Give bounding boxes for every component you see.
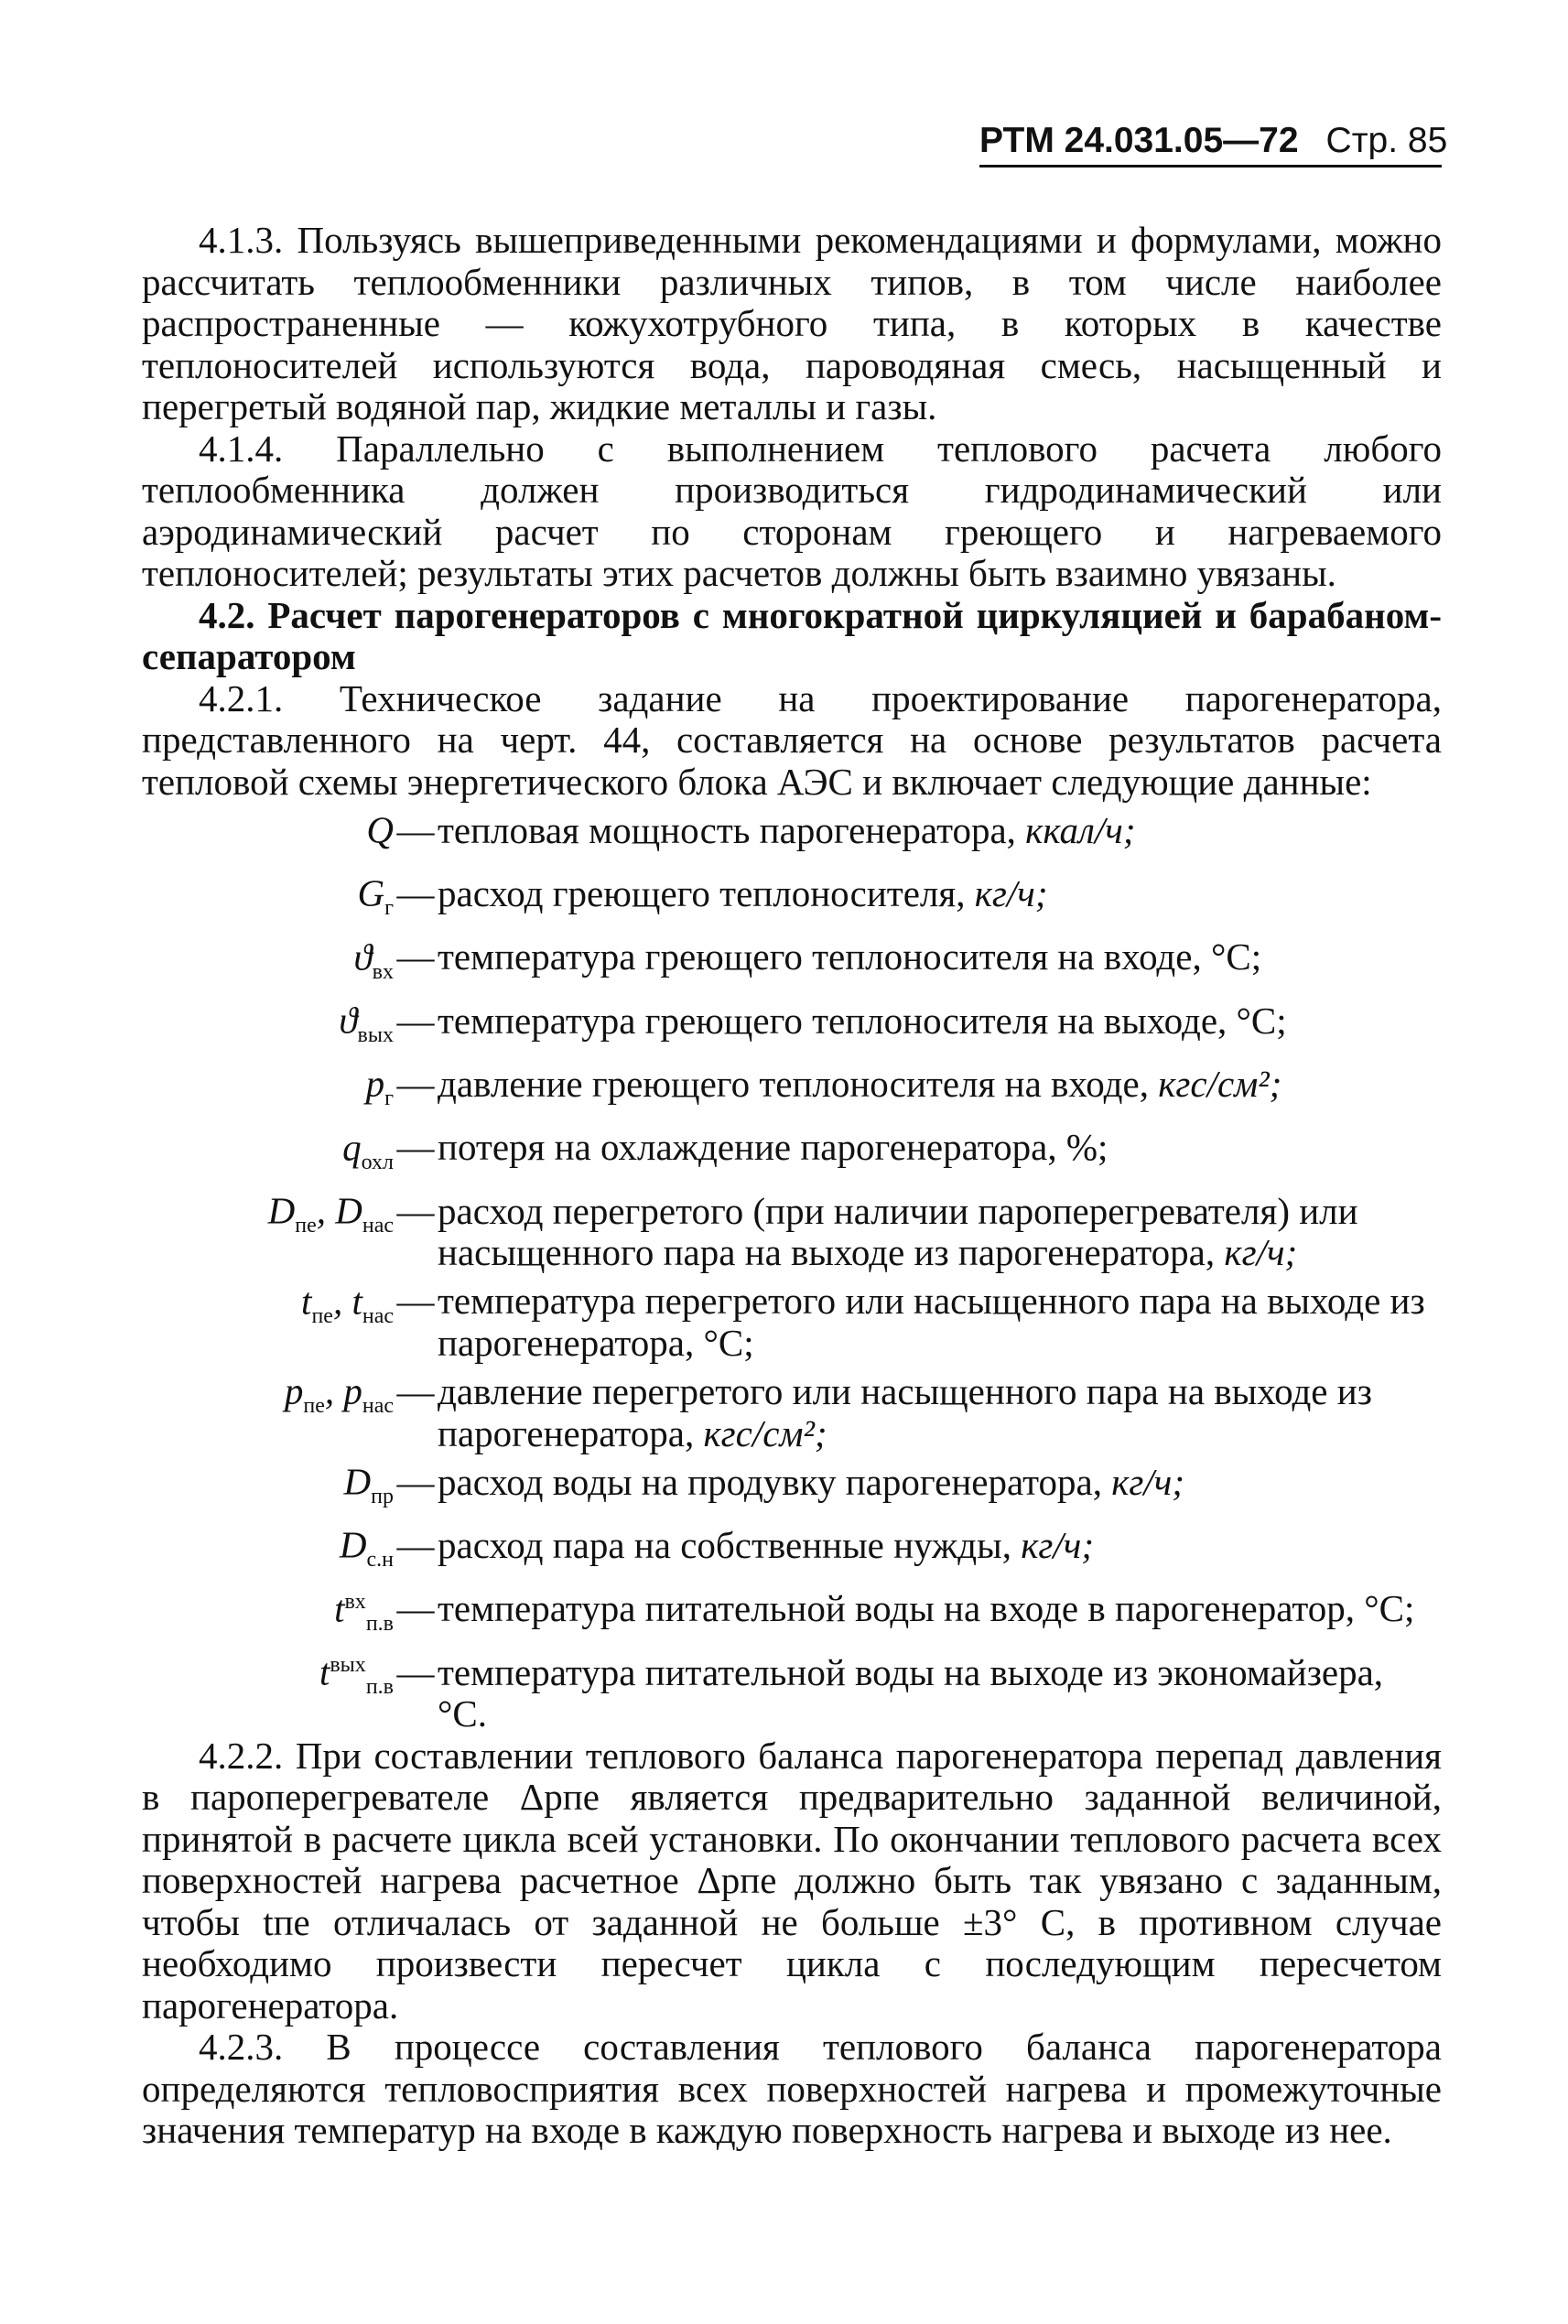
definition-dash: —: [396, 1650, 435, 1693]
definition-item: [142, 1645, 1442, 1735]
definition-symbol: $D_{пе}$, $D_{нас}$: [267, 1189, 394, 1238]
definition-text: расход греющего теплоносителя, кг/ч;: [438, 872, 1048, 914]
definition-symbol: $G_г$: [357, 872, 394, 921]
definition-item: [142, 993, 1442, 1056]
definition-item: [142, 1056, 1442, 1119]
definition-text: расход пара на собственные нужды, кг/ч;: [438, 1524, 1094, 1567]
definition-symbol: $t_{пе}$, $t_{нас}$: [301, 1280, 394, 1328]
definition-symbol: $q_{охл}$: [342, 1126, 394, 1174]
page-number: Стр. 85: [1325, 121, 1448, 160]
definition-dash: —: [396, 1280, 435, 1323]
definition-item: [142, 1120, 1442, 1184]
definition-item: [142, 1454, 1442, 1518]
definition-text: температура перегретого или насыщенного пара на выходе из парогенератора, °С;: [438, 1280, 1425, 1364]
definition-symbol: $D_{с.н}$: [339, 1524, 394, 1573]
definition-symbol: $t^{вх}_{п.в}$: [334, 1587, 394, 1636]
definition-dash: —: [396, 1126, 435, 1169]
definition-text: температура питательной воды на входе в парогенератор, °С;: [438, 1587, 1415, 1630]
definition-item: [142, 1274, 1442, 1365]
definition-dash: —: [396, 1189, 435, 1232]
page-body: [142, 220, 1442, 2152]
paragraph-4-2-1: 4.2.1. Техническое задание на проектирование парогенератора, представленного на черт. 44, составляется на основе результатов расчета тепловой схемы энергетического блока АЭС и включает следующие данные:: [142, 676, 1442, 803]
definition-item: [142, 803, 1442, 866]
definition-text: давление перегретого или насыщенного пара на выходе из парогенератора, кгс/см²;: [438, 1370, 1372, 1454]
definition-item: [142, 1364, 1442, 1454]
definition-symbol: $D_{пр}$: [343, 1460, 394, 1508]
definition-item: [142, 1184, 1442, 1274]
definition-text: расход воды на продувку парогенератора, кг/ч;: [438, 1460, 1184, 1503]
definition-text: температура греющего теплоносителя на входе, °С;: [438, 935, 1262, 978]
paragraph-4-1-3: 4.1.3. Пользуясь вышеприведенными рекомендациями и формулами, можно рассчитать теплообменники различных типов, в том числе наиболее распространенные — кожухотрубного типа, в которых в качестве теплоносителей используются вода, пароводяная смесь, насыщенный и перегретый водяной пар, жидкие металлы и газы.: [142, 219, 1442, 427]
definition-dash: —: [396, 872, 435, 914]
definition-text: потеря на охлаждение парогенератора, %;: [438, 1126, 1108, 1169]
definition-dash: —: [396, 1370, 435, 1413]
doc-code: РТМ 24.031.05—72: [979, 121, 1299, 160]
definitions-list: [142, 803, 1442, 1735]
paragraph-4-2-2: 4.2.2. При составлении теплового баланса парогенератора перепад давления в пароперегревателе Δpпе является предварительно заданной величиной, принятой в расчете цикла всей установки. По окончании теплового расчета всех поверхностей нагрева расчетное Δpпе должно быть так увязано с заданным, чтобы tпе отличалась от заданной не больше ±3° С, в противном случае необходимо произвести пересчет цикла с последующим пересчетом парогенератора.: [142, 1734, 1442, 2027]
definition-dash: —: [396, 935, 435, 978]
definition-dash: —: [396, 1524, 435, 1567]
definition-item: [142, 930, 1442, 993]
definition-text: температура греющего теплоносителя на выходе, °С;: [438, 999, 1287, 1042]
definition-item: [142, 1518, 1442, 1581]
definition-text: тепловая мощность парогенератора, ккал/ч;: [438, 808, 1136, 851]
definition-symbol: $t^{вых}_{п.в}$: [319, 1650, 394, 1699]
definition-dash: —: [396, 1587, 435, 1630]
definition-item: [142, 866, 1442, 929]
definition-dash: —: [396, 1063, 435, 1106]
definition-dash: —: [396, 808, 435, 851]
paragraph-4-2-3: 4.2.3. В процессе составления теплового баланса парогенератора определяются тепловосприятия всех поверхностей нагрева и промежуточные значения температур на входе в каждую поверхность нагрева и выходе из нее.: [142, 2026, 1442, 2152]
definition-dash: —: [396, 1460, 435, 1503]
definition-symbol: $ϑ_{вх}$: [353, 935, 394, 984]
page-header: [979, 121, 1448, 168]
definition-item: [142, 1582, 1442, 1645]
section-heading-4-2: 4.2. Расчет парогенераторов с многократной циркуляцией и барабаном-сепаратором: [142, 593, 1442, 677]
definition-text: расход перегретого (при наличии пароперегревателя) или насыщенного пара на выходе из парогенератора, кг/ч;: [438, 1189, 1358, 1274]
definition-text: давление греющего теплоносителя на входе, кгс/см²;: [438, 1063, 1282, 1106]
definition-symbol: $p_{пе}$, $p_{нас}$: [284, 1370, 394, 1419]
paragraph-4-1-4: 4.1.4. Параллельно с выполнением теплового расчета любого теплообменника должен производиться гидродинамический или аэродинамический расчет по сторонам греющего и нагреваемого теплоносителей; результаты этих расчетов должны быть взаимно увязаны.: [142, 427, 1442, 594]
definition-text: температура питательной воды на выходе из экономайзера, °С.: [438, 1650, 1384, 1735]
definition-symbol: $ϑ_{вых}$: [339, 999, 394, 1047]
definition-dash: —: [396, 999, 435, 1042]
definition-symbol: $p_г$: [365, 1063, 394, 1111]
definition-symbol: Q: [366, 808, 394, 851]
